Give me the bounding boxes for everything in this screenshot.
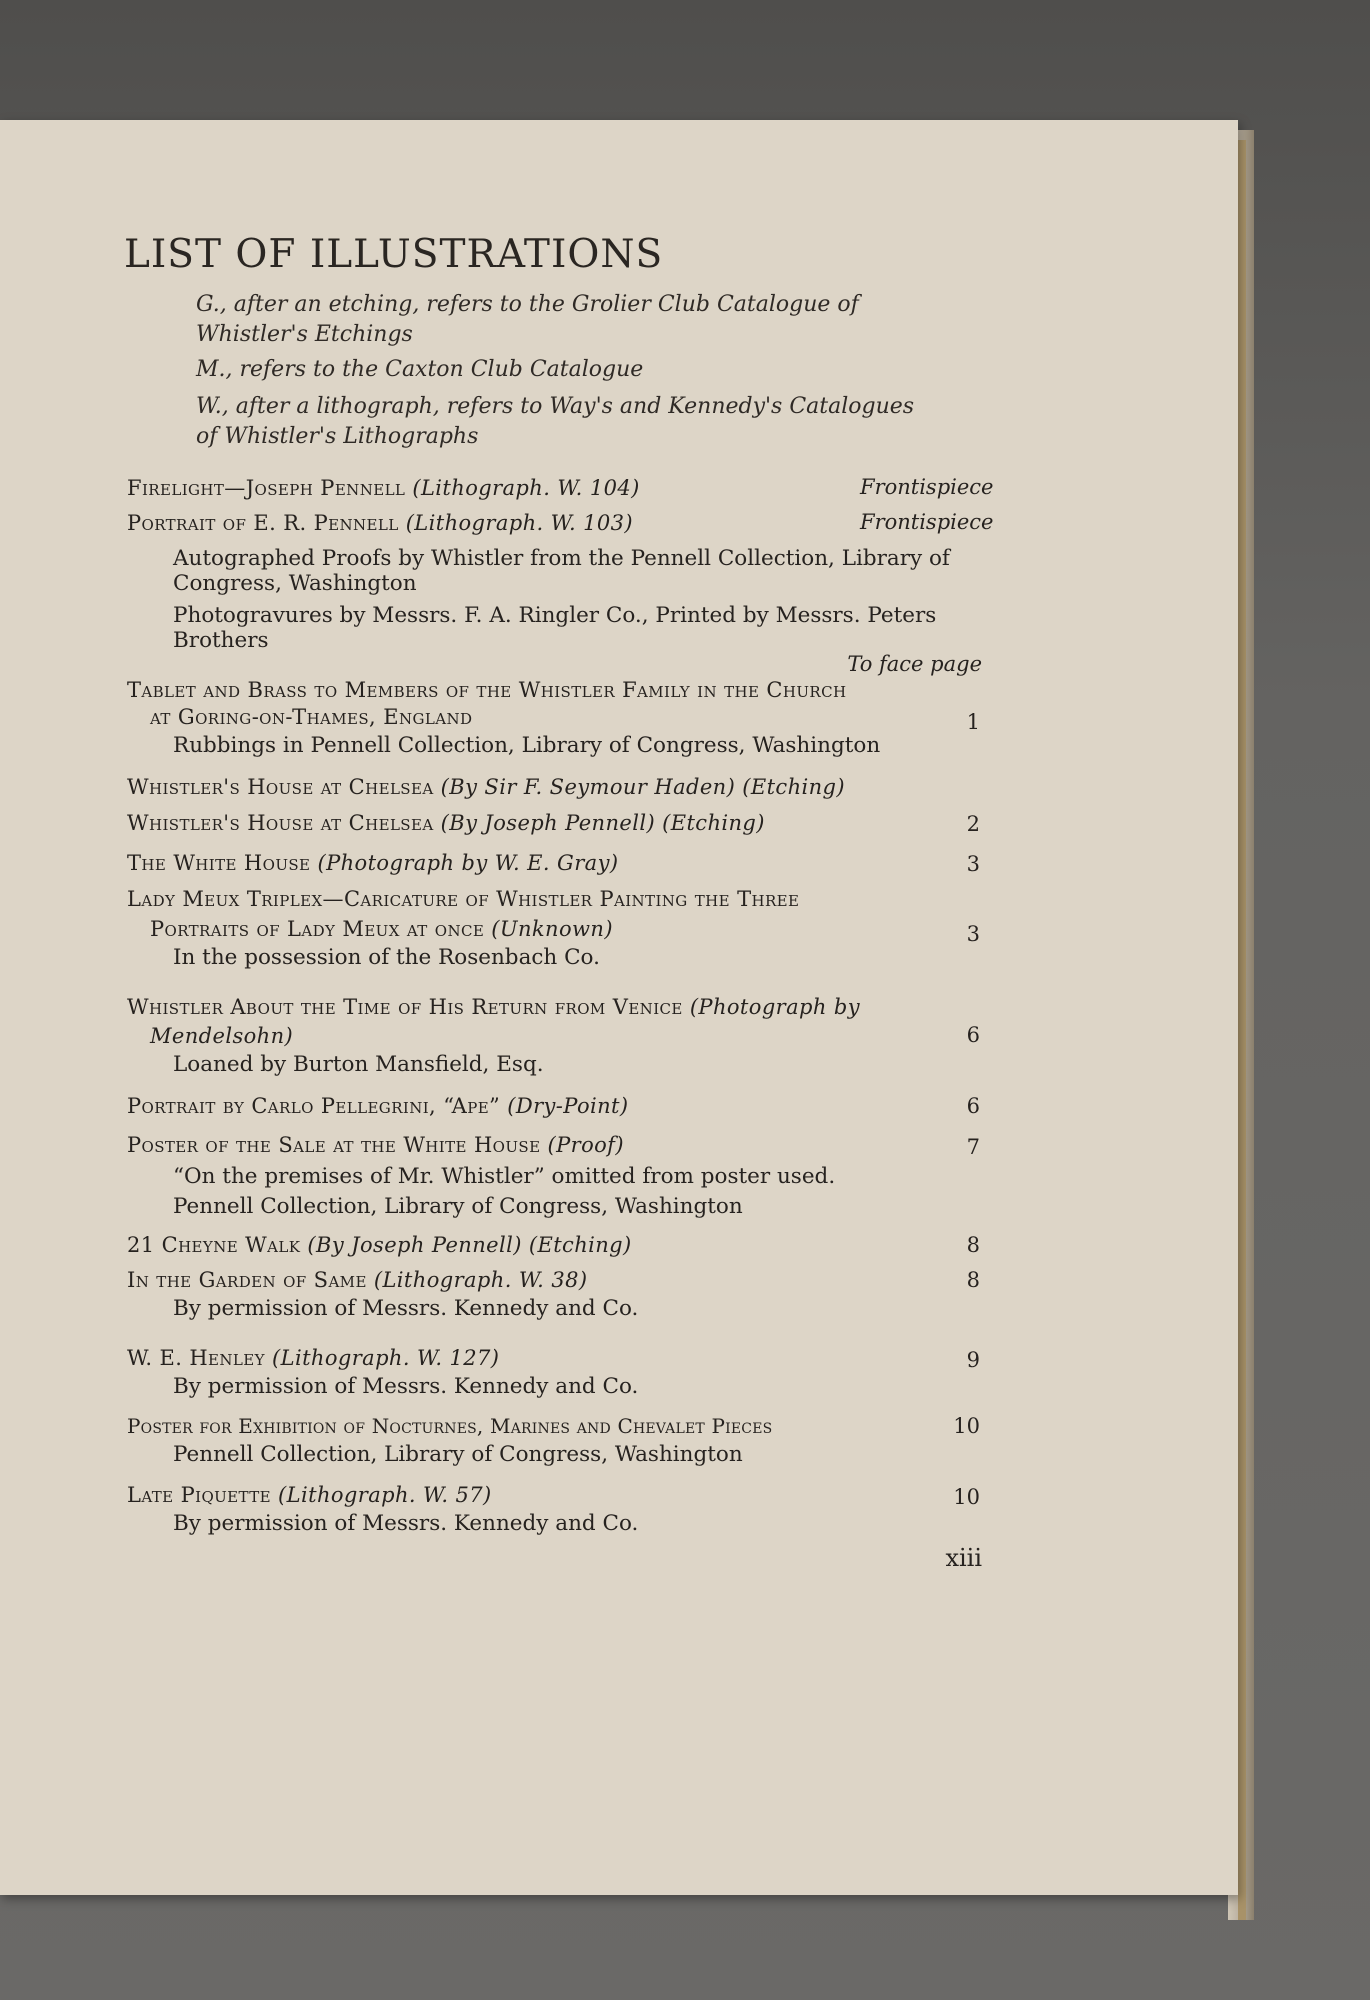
list-item [127, 772, 982, 803]
entry-medium: (Lithograph. W. 103) [398, 511, 634, 535]
entry-medium: (Unknown) [484, 917, 613, 941]
entry-note: Pennell Collection, Library of Congress, Washington [173, 1194, 743, 1219]
list-item [127, 808, 982, 839]
list-item [127, 1480, 982, 1536]
entry-medium: (By Sir F. Seymour Haden) (Etching) [433, 775, 845, 799]
page-number: xiii [945, 1544, 982, 1572]
key-note-m: M., refers to the Caxton Club Catalogue [196, 357, 644, 382]
entry-title: 21 Cheyne Walk [127, 1233, 301, 1257]
entry-title-cont: at Goring-on-Thames, England [150, 705, 473, 729]
entry-note: Loaned by Burton Mansfield, Esq. [173, 1052, 544, 1077]
entry-page: 3 [966, 922, 980, 946]
list-item [127, 1265, 982, 1321]
entry-title-cont: Portraits of Lady Meux at once [150, 917, 485, 941]
entry-title: Whistler's House at Chelsea [127, 775, 434, 799]
entry-medium: (By Joseph Pennell) (Etching) [300, 1233, 632, 1257]
entry-note: Pennell Collection, Library of Congress, Washington [173, 1442, 743, 1467]
entry-note: By permission of Messrs. Kennedy and Co. [173, 1296, 639, 1321]
entry-note: By permission of Messrs. Kennedy and Co. [173, 1511, 639, 1536]
entry-page: 2 [966, 812, 980, 836]
entry-medium: (Photograph by [682, 995, 860, 1019]
entry-medium: (Lithograph. W. 127) [264, 1346, 500, 1370]
entry-page: 7 [966, 1135, 980, 1159]
key-note-g: G., after an etching, refers to the Grolier Club Catalogue of Whistler's Etchings [196, 292, 859, 347]
entry-title: The White House [127, 851, 311, 875]
entry-title: Whistler About the Time of His Return from Venice [127, 995, 683, 1019]
entry-page: 1 [966, 710, 980, 734]
entry-page: Frontispiece [860, 510, 994, 534]
entry-title: W. E. Henley [127, 1346, 265, 1370]
entry-medium: (Proof) [540, 1133, 624, 1157]
entry-page: 6 [966, 1023, 980, 1047]
entry-note: By permission of Messrs. Kennedy and Co. [173, 1374, 639, 1399]
list-item [127, 1130, 982, 1219]
entry-title: Portrait of E. R. Pennell [127, 511, 399, 535]
entry-title: Tablet and Brass to Members of the Whistler Family in the Church [127, 678, 847, 702]
list-item [127, 1343, 982, 1399]
entry-page: 8 [966, 1233, 980, 1257]
list-item [127, 1230, 982, 1261]
entry-medium: (Dry-Point) [500, 1094, 629, 1118]
entry-title: Lady Meux Triplex—Caricature of Whistler Painting the Three [127, 887, 800, 911]
list-item [127, 848, 982, 879]
entry-medium: (Photograph by W. E. Gray) [310, 851, 619, 875]
to-face-page-label: To face page [847, 652, 982, 676]
entry-medium: (By Joseph Pennell) (Etching) [433, 811, 765, 835]
entry-note: “On the premises of Mr. Whistler” omitted from poster used. [173, 1164, 836, 1189]
entry-title: Portrait by Carlo Pellegrini, “Ape” [127, 1094, 501, 1118]
entry-medium: (Lithograph. W. 38) [366, 1268, 588, 1292]
entry-page: 10 [953, 1414, 980, 1438]
entry-medium: (Lithograph. W. 57) [270, 1483, 492, 1507]
entry-title: Firelight—Joseph Pennell [127, 476, 406, 500]
entry-page: 9 [966, 1348, 980, 1372]
entry-page: 6 [966, 1094, 980, 1118]
entry-note: Autographed Proofs by Whistler from the Pennell Collection, Library of Congress, Washington [173, 546, 950, 596]
page-gilt-edge [1238, 140, 1246, 1920]
entry-note: In the possession of the Rosenbach Co. [173, 945, 600, 970]
list-item [127, 675, 982, 758]
list-item [127, 884, 982, 970]
entry-page: 10 [953, 1485, 980, 1509]
list-item [127, 1411, 982, 1467]
entry-title: Whistler's House at Chelsea [127, 811, 434, 835]
list-item [127, 508, 994, 539]
entry-note: Photogravures by Messrs. F. A. Ringler Co., Printed by Messrs. Peters Brothers [173, 603, 937, 653]
page-title: LIST OF ILLUSTRATIONS [124, 232, 664, 277]
entry-medium-cont: Mendelsohn) [150, 1024, 294, 1048]
list-item [127, 992, 982, 1077]
entry-page: 8 [966, 1268, 980, 1292]
entry-title: Late Piquette [127, 1483, 271, 1507]
list-item [127, 473, 994, 504]
entry-title: Poster for Exhibition of Nocturnes, Marines and Chevalet Pieces [127, 1414, 773, 1438]
entry-note: Rubbings in Pennell Collection, Library of Congress, Washington [173, 733, 881, 758]
list-item [127, 546, 982, 653]
entry-title: Poster of the Sale at the White House [127, 1133, 541, 1157]
key-note-w: W., after a lithograph, refers to Way's and Kennedy's Catalogues of Whistler's Lithographs [196, 394, 915, 449]
entry-title: In the Garden of Same [127, 1268, 367, 1292]
entry-page: 3 [966, 852, 980, 876]
list-item [127, 1091, 982, 1122]
entry-medium: (Lithograph. W. 104) [405, 476, 640, 500]
entry-page: Frontispiece [860, 475, 994, 499]
